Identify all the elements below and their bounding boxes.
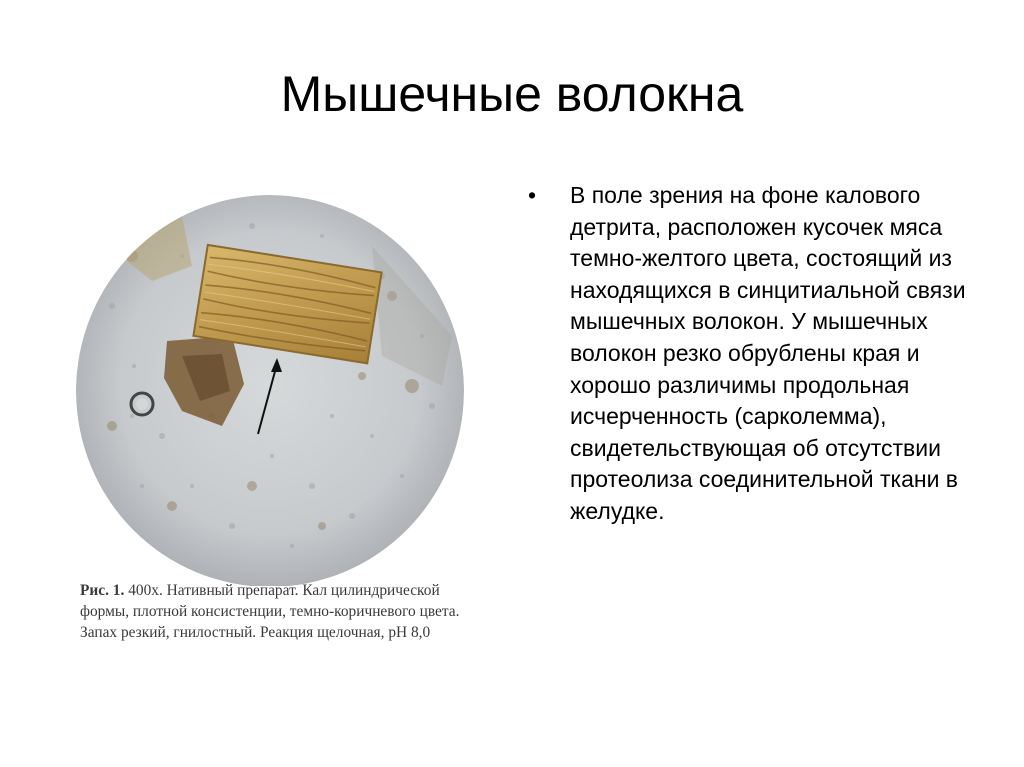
- micrograph-image: [72, 186, 492, 586]
- figure-caption: [80, 580, 492, 643]
- figure-caption-label: Рис. 1.: [80, 582, 125, 599]
- figure-caption-text: 400х. Нативный препарат. Кал цилиндрической формы, плотной консистенции, темно-коричневого цвета. Запах резкий, гнилостный. Реакция щелочная, рН 8,0: [80, 582, 460, 641]
- slide-title: Мышечные волокна: [280, 66, 744, 122]
- bullet-text: В поле зрения на фоне калового детрита, расположен кусочек мяса темно-желтого цвета, состоящий из находящихся в синцитиальной связи мышечных волокон. У мышечных волокон резко обрублены края и хорошо различимы продольная исчерченность (сарколемма), свидетельствующая об отсутствии протеолиза соединительной ткани в желудке.: [570, 182, 966, 524]
- bullet-marker: •: [528, 182, 537, 208]
- bullet-item: [528, 180, 998, 528]
- micrograph-figure: [72, 186, 492, 684]
- bullet-list: [528, 180, 998, 528]
